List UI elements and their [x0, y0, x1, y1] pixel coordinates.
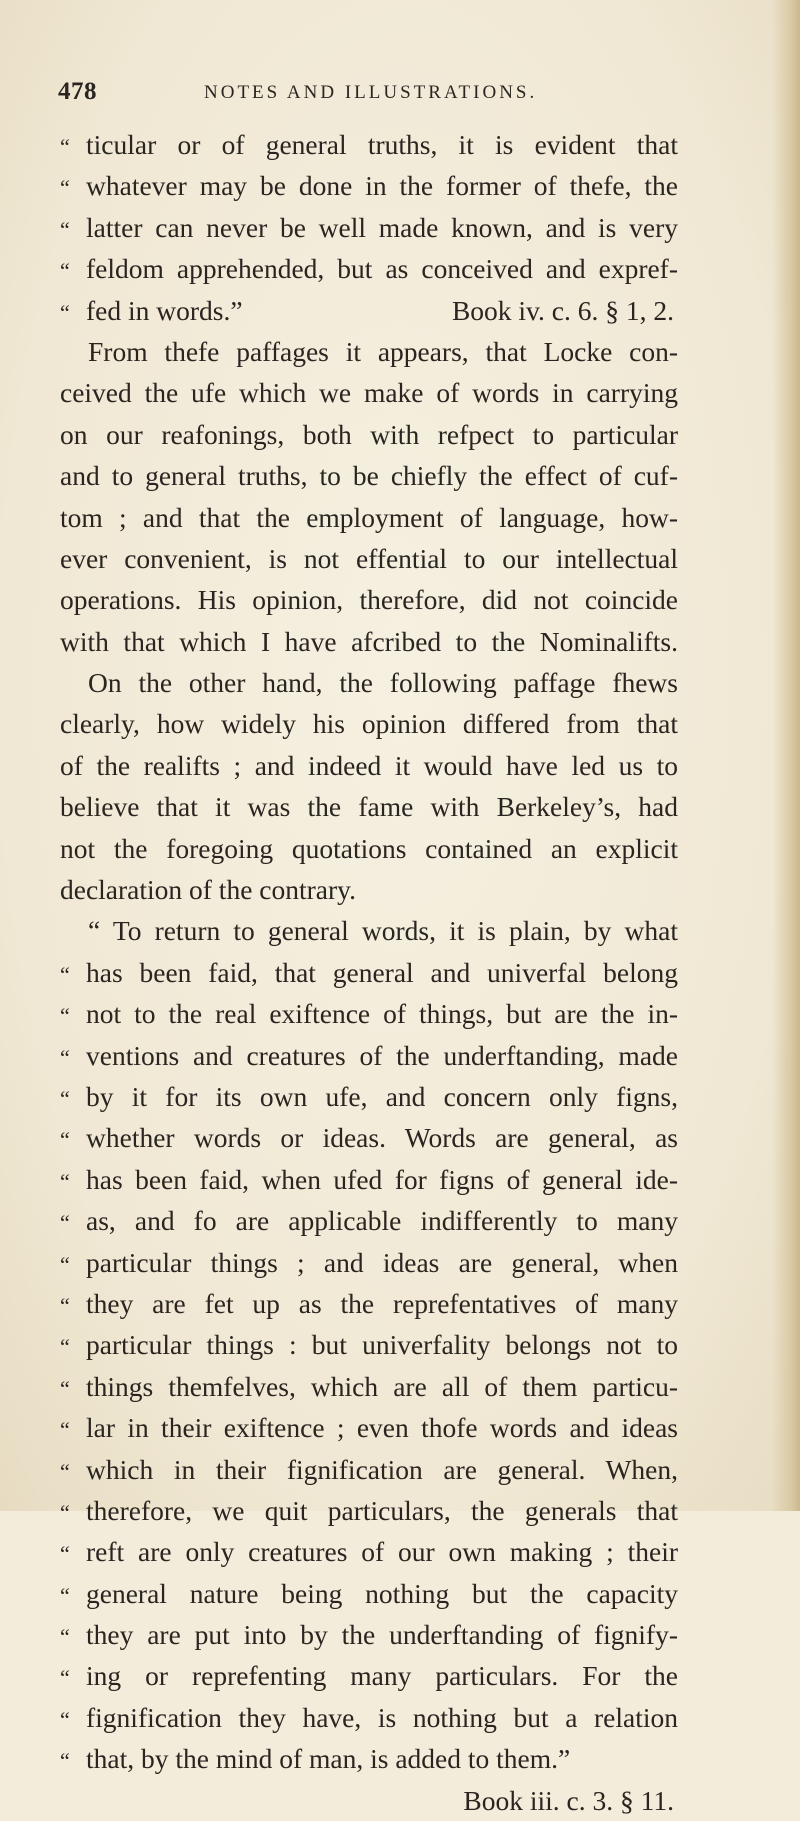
quote-mark: “	[60, 1044, 70, 1070]
quote-mark: “	[60, 1582, 70, 1608]
page-header	[58, 78, 670, 112]
text-line: “ fed in words.” Book iv. c. 6. § 1, 2.	[60, 290, 678, 331]
text-line: with that which I have afcribed to the Nominalifts.	[60, 625, 678, 657]
quote-mark: “	[60, 1706, 70, 1732]
quote-mark: “	[60, 1292, 70, 1318]
quote-mark: “	[60, 1003, 70, 1029]
text-line: “ they are fet up as the reprefentatives of many	[60, 1283, 678, 1324]
text-line: “ therefore, we quit particulars, the generals that	[60, 1490, 678, 1531]
text-line: “ feldom apprehended, but as conceived and expref-	[60, 248, 678, 289]
quote-mark: “	[60, 1624, 70, 1650]
quote-mark: “	[60, 1665, 70, 1691]
text-line: “ which in their fignification are general. When,	[60, 1449, 678, 1490]
text-line: “ whatever may be done in the former of thefe, the	[60, 165, 678, 206]
quote-mark: “	[60, 1251, 70, 1277]
text-line: on our reafonings, both with refpect to particular	[60, 418, 678, 450]
text-line: “ particular things ; and ideas are general, when	[60, 1242, 678, 1283]
text-line: “ ing or reprefenting many particulars. For the	[60, 1655, 678, 1696]
text-line: clearly, how widely his opinion differed from that	[60, 708, 678, 740]
text-line: not the foregoing quotations contained an explicit	[60, 832, 678, 864]
text-line: “ ticular or of general truths, it is evident that	[60, 124, 678, 165]
running-head: NOTES AND ILLUSTRATIONS.	[204, 82, 538, 103]
quote-mark: “	[60, 1499, 70, 1525]
page-edge-shadow	[772, 0, 800, 1511]
text-line: “ they are put into by the underftanding of fignify-	[60, 1614, 678, 1655]
text-line: On the other hand, the following paffage fhews	[88, 667, 678, 699]
text-line: operations. His opinion, therefore, did not coincide	[60, 584, 678, 616]
quote-mark: “	[60, 1127, 70, 1153]
quote-mark: “	[60, 258, 70, 284]
text-line: “ general nature being nothing but the capacity	[60, 1573, 678, 1614]
text-line: “ particular things : but univerfality belongs not to	[60, 1324, 678, 1365]
citation: Book iii. c. 3. § 11.	[463, 1784, 674, 1816]
text-line: “ things themfelves, which are all of them particu-	[60, 1366, 678, 1407]
citation: Book iv. c. 6. § 1, 2.	[451, 294, 674, 326]
quote-mark: “	[60, 134, 70, 159]
text-line: “ latter can never be well made known, and is very	[60, 207, 678, 248]
quote-mark: “	[60, 299, 70, 325]
body-text	[60, 124, 678, 1821]
quote-mark: “	[60, 1748, 70, 1774]
text-line: “ whether words or ideas. Words are general, as	[60, 1117, 678, 1158]
quote-mark: “	[60, 961, 70, 987]
quote-mark: “	[60, 216, 70, 242]
text-line: “ ventions and creatures of the underftanding, made	[60, 1035, 678, 1076]
text-line: “ lar in their exiftence ; even thofe words and ideas	[60, 1407, 678, 1448]
text-line: “ as, and fo are applicable indifferently to many	[60, 1200, 678, 1241]
text-line: “ has been faid, that general and univerfal belong	[60, 952, 678, 993]
quote-mark: “	[60, 1085, 70, 1111]
text-line: believe that it was the fame with Berkeley’s, had	[60, 791, 678, 823]
quote-mark: “	[60, 1375, 70, 1401]
text-line: of the realifts ; and indeed it would have led us to	[60, 749, 678, 781]
page-number: 478	[58, 78, 97, 105]
text-line: ceived the ufe which we make of words in carrying	[60, 377, 678, 409]
text-line: “ reft are only creatures of our own making ; their	[60, 1531, 678, 1572]
text-line: From thefe paffages it appears, that Locke con-	[88, 335, 678, 367]
quote-mark: “	[60, 1168, 70, 1194]
text-line: tom ; and that the employment of language, how-	[60, 501, 678, 533]
quote-mark: “	[60, 1458, 70, 1484]
text-line: “ that, by the mind of man, is added to them.”	[60, 1738, 678, 1779]
quote-mark: “	[60, 1541, 70, 1567]
quote-mark: “	[60, 175, 70, 201]
text-line: and to general truths, to be chiefly the effect of cuf-	[60, 460, 678, 492]
text-line: ever convenient, is not effential to our intellectual	[60, 542, 678, 574]
text-line: “ To return to general words, it is plain, by what	[88, 915, 678, 947]
quote-mark: “	[60, 1210, 70, 1236]
quote-mark: “	[60, 1334, 70, 1360]
text-line: “ fignification they have, is nothing but a relation	[60, 1697, 678, 1738]
text-line: “ by it for its own ufe, and concern only figns,	[60, 1076, 678, 1117]
text-line: “ has been faid, when ufed for figns of general ide-	[60, 1159, 678, 1200]
text-line: “ not to the real exiftence of things, but are the in-	[60, 993, 678, 1034]
text-line: declaration of the contrary.	[60, 874, 356, 906]
quote-mark: “	[60, 1417, 70, 1443]
